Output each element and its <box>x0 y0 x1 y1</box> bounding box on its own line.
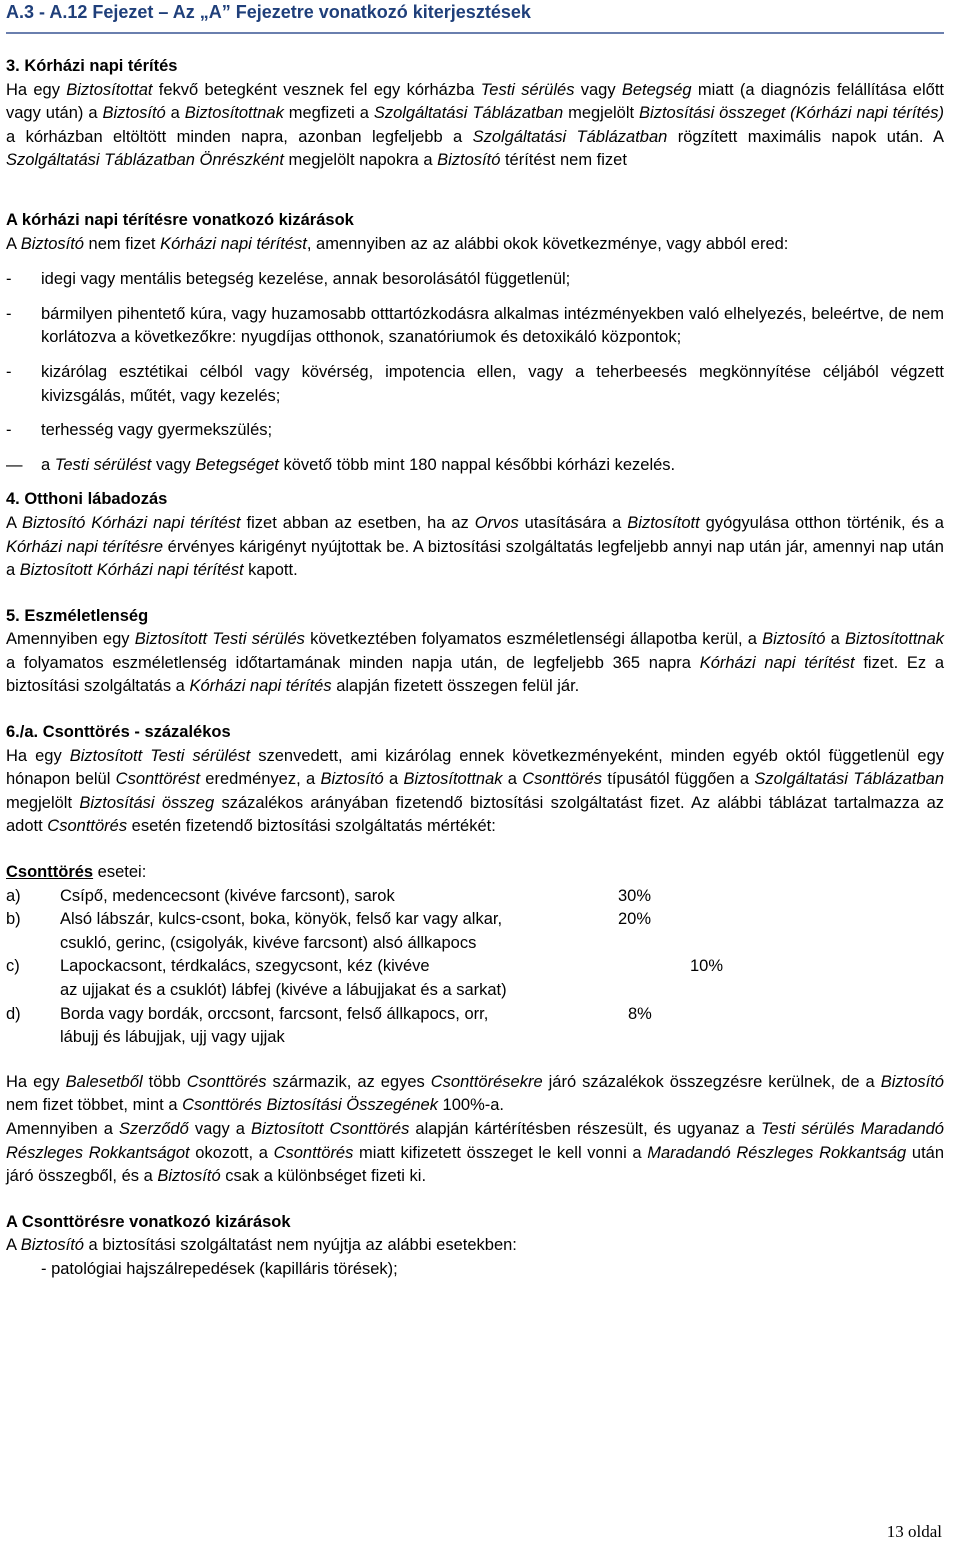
section-6a-title: 6./a. Csonttörés - százalékos <box>6 723 231 742</box>
exclusion-item <box>6 361 944 408</box>
defined-term: Balesetből <box>65 1072 143 1091</box>
fracture-case-row <box>6 1003 944 1050</box>
exclusions-title: A kórházi napi térítésre vonatkozó kizárások <box>6 210 354 229</box>
section-6a-paragraph <box>6 745 944 839</box>
defined-term: Testi sérülést <box>54 455 152 474</box>
defined-term: Biztosító <box>20 1236 84 1255</box>
text-run: terhesség vagy gyermekszülés; <box>41 421 273 440</box>
defined-term: Biztosított Testi sérülés <box>134 630 305 649</box>
case-description: Csípő, medencecsont (kivéve farcsont), sarok <box>60 886 395 905</box>
page-number: 13 oldal <box>886 1522 942 1541</box>
case-description-cont: lábujj és lábujjak, ujj vagy ujjak <box>60 1028 285 1047</box>
text-run: érvényes kárigényt nyújtottak be. A biztosítási szolgáltatás legfeljebb annyi nap után jár, amennyi nap után a <box>6 537 944 580</box>
text-run: eredményez, a <box>200 770 321 789</box>
case-letter: b) <box>6 910 21 929</box>
text-run: miatt (a diagnózis felállítása előtt vagy után) a <box>6 80 944 123</box>
page-header: A.3 - A.12 Fejezet – Az „A” Fejezetre vonatkozó kiterjesztések <box>6 0 944 34</box>
text-run: Ha egy <box>6 746 70 765</box>
fracture-exclusion-item: - patológiai hajszálrepedések (kapilláris törések); <box>41 1259 398 1278</box>
case-description: Lapockacsont, térdkalács, szegycsont, kéz (kivéve <box>60 957 430 976</box>
defined-term: Biztosított Csonttörés <box>251 1119 410 1138</box>
fracture-cases-label: esetei: <box>93 863 147 882</box>
dash-marker: - <box>6 421 12 440</box>
text-run: rögzített maximális napok után. A <box>667 127 944 146</box>
case-percentage: 20% <box>618 910 652 929</box>
text-run: több <box>142 1072 187 1091</box>
text-run: után járó összegből, és a <box>6 1143 945 1186</box>
text-run: nem fizet többet, mint a <box>6 1096 183 1115</box>
exclusion-item <box>6 268 944 292</box>
defined-term: Szolgáltatási Táblázatban Önrészként <box>6 151 284 170</box>
exclusion-text <box>41 456 675 474</box>
text-run: következtében folyamatos eszméletlenségi állapotba kerül, a <box>304 630 763 649</box>
text-run: a <box>502 770 523 789</box>
text-run: megjelölt <box>563 104 640 123</box>
defined-term: Kórházi napi térítésre <box>6 537 164 556</box>
defined-term: Biztosító <box>437 151 501 170</box>
exclusion-text <box>41 421 272 439</box>
defined-term: Biztosítottnak <box>844 630 945 649</box>
fracture-cases-table <box>6 885 944 1050</box>
fracture-exclusions-title: A Csonttörésre vonatkozó kizárások <box>6 1212 291 1231</box>
text-run: a biztosítási szolgáltatást nem nyújtja az alábbi esetekben: <box>83 1236 517 1255</box>
text-run: vagy a <box>188 1119 252 1138</box>
case-percentage: 8% <box>628 1004 652 1023</box>
fracture-case-row <box>6 955 944 1002</box>
text-run: fizet abban az esetben, ha az <box>240 513 475 532</box>
text-run: járó százalékok összegzésre kerülnek, de a <box>542 1072 881 1091</box>
defined-term: Csonttörés <box>522 770 603 789</box>
defined-term: Szolgáltatási Táblázatban <box>472 127 668 146</box>
defined-term: Orvos <box>474 513 519 532</box>
text-run: fekvő betegként vesznek fel egy kórházba <box>152 80 481 99</box>
defined-term: Kórházi napi térítés <box>189 677 332 696</box>
text-run: a folyamatos eszméletlenség időtartamának minden napja után, de legfeljebb 365 napra <box>6 653 700 672</box>
section-3-paragraph <box>6 79 944 173</box>
text-run: A <box>6 513 23 532</box>
text-run: típusától függően a <box>602 770 755 789</box>
text-run: alapján fizetett összegen felül jár. <box>331 677 580 696</box>
exclusions-list <box>6 268 944 477</box>
text-run: Ha egy <box>6 1072 66 1091</box>
defined-term: Csonttörésekre <box>430 1072 543 1091</box>
defined-term: Biztosító <box>880 1072 944 1091</box>
defined-term: Biztosító <box>320 770 384 789</box>
fracture-case-row <box>6 908 944 955</box>
case-letter: d) <box>6 1004 21 1023</box>
text-run: bármilyen pihentető kúra, vagy huzamosabb otttartózkodásra alkalmas intézményekben való elhelyezés, beleértve, de nem korlátozva a következőkre: nyugdíjas otthonok, szanatóriumok és detoxikáló központok; <box>41 304 944 347</box>
defined-term: Biztosító <box>20 234 84 253</box>
text-run: nem fizet <box>83 234 161 253</box>
text-run: megjelölt napokra a <box>283 151 438 170</box>
dash-marker: - <box>6 304 12 323</box>
defined-term: Biztosított Testi sérülést <box>69 746 251 765</box>
fracture-exclusions-intro <box>6 1234 944 1258</box>
defined-term: Biztosítási összeget (Kórházi napi térítés) <box>639 104 944 123</box>
fracture-cases-heading <box>6 861 944 885</box>
text-run: Ha egy <box>6 80 67 99</box>
exclusion-text <box>41 363 944 405</box>
case-percentage: 10% <box>690 957 724 976</box>
defined-term: Biztosítottnak <box>403 770 503 789</box>
defined-term: Testi sérülés <box>480 80 575 99</box>
exclusion-item <box>6 419 944 443</box>
text-run: térítést nem fizet <box>500 151 627 170</box>
text-run: Amennyiben egy <box>6 630 135 649</box>
text-run: követő több mint 180 nappal későbbi kórházi kezelés. <box>278 455 676 474</box>
text-run: esetén fizetendő biztosítási szolgáltatás mértékét: <box>127 817 496 836</box>
defined-term: Biztosított <box>627 513 700 532</box>
text-run: a <box>165 104 185 123</box>
defined-term: Biztosítási összeg <box>79 793 215 812</box>
text-run: megfizeti a <box>283 104 374 123</box>
defined-term: Szolgáltatási Táblázatban <box>373 104 564 123</box>
defined-term: Csonttörés <box>47 817 128 836</box>
text-run: , amennyiben az az alábbi okok következménye, vagy abból ered: <box>306 234 789 253</box>
text-run: idegi vagy mentális betegség kezelése, annak besorolásától függetlenül; <box>41 270 571 289</box>
defined-term: Biztosító Kórházi napi térítést <box>22 513 241 532</box>
exclusions-intro <box>6 233 944 257</box>
text-run: a <box>825 630 845 649</box>
text-run: kizárólag esztétikai célból vagy kövérség, impotencia ellen, vagy a teherbeesés megkönnyítése céljából végzett kivizsgálás, műtét, vagy kezelés; <box>41 362 944 405</box>
section-4-title: 4. Otthoni lábadozás <box>6 490 168 509</box>
defined-term: Biztosító <box>762 630 826 649</box>
text-run: Amennyiben a <box>6 1119 120 1138</box>
page <box>6 0 944 1282</box>
text-run: a kórházban eltöltött minden napra, azonban legfeljebb a <box>6 127 473 146</box>
text-run: okozott, a <box>189 1143 274 1162</box>
case-letter: a) <box>6 886 21 905</box>
document-body <box>6 55 944 1282</box>
dash-marker: - <box>6 362 12 381</box>
text-run: a <box>41 455 55 474</box>
multiple-fractures-paragraph <box>6 1071 944 1118</box>
defined-term: Biztosított Kórházi napi térítést <box>19 561 244 580</box>
text-run: a <box>383 770 404 789</box>
defined-term: Betegség <box>621 80 692 99</box>
case-description-cont: csukló, gerinc, (csigolyák, kivéve farcsont) alsó állkapocs <box>60 933 477 952</box>
section-5-title: 5. Eszméletlenség <box>6 606 149 625</box>
defined-term: Biztosítottat <box>66 80 153 99</box>
dash-marker: — <box>6 455 23 474</box>
defined-term: Testi sérülés Maradandó Részleges Rokkantságot <box>6 1119 944 1162</box>
text-run: szenvedett, ami kizárólag ennek következményeként, minden egyéb októl függetlenül egy hónapon belül <box>6 746 944 789</box>
text-run: A <box>6 234 21 253</box>
text-run: csak a különbséget fizeti ki. <box>220 1167 427 1186</box>
section-3-title: 3. Kórházi napi térítés <box>6 57 178 75</box>
case-description-cont: az ujjakat és a csuklót) lábfej (kivéve a lábujjakat és a sarkat) <box>60 981 507 999</box>
defined-term: Kórházi napi térítést <box>699 653 855 672</box>
dash-marker: - <box>6 270 12 289</box>
defined-term: Betegséget <box>195 455 279 474</box>
exclusion-item <box>6 454 944 478</box>
defined-term: Maradandó Részleges Rokkantság <box>647 1143 907 1162</box>
defined-term: Csonttörés Biztosítási Összegének <box>182 1096 438 1115</box>
exclusion-item <box>6 303 944 350</box>
case-letter: c) <box>6 957 20 976</box>
defined-term: Biztosító <box>157 1167 221 1186</box>
text-run: fizet. Ez a biztosítási szolgáltatás a <box>6 653 945 696</box>
case-percentage: 30% <box>618 886 652 905</box>
text-run: gyógyulása otthon történik, és a <box>699 513 944 532</box>
defined-term: Csonttörést <box>115 770 201 789</box>
defined-term: Szolgáltatási Táblázatban <box>754 770 945 789</box>
defined-term: Csonttörés <box>273 1143 354 1162</box>
defined-term: Biztosítottnak <box>184 104 284 123</box>
defined-term: Biztosító <box>102 104 166 123</box>
fracture-case-row <box>6 885 944 909</box>
text-run: alapján kártérítésben részesült, és ugyanaz a <box>409 1119 761 1138</box>
defined-term: Csonttörés <box>186 1072 267 1091</box>
exclusion-text <box>41 270 570 288</box>
text-run: származik, az egyes <box>266 1072 431 1091</box>
text-run: százalékos arányában fizetendő biztosítási szolgáltatást fizet. Az alábbi táblázat tartalmazza az adott <box>6 793 944 836</box>
case-description: Borda vagy bordák, orccsont, farcsont, felső állkapocs, orr, <box>60 1004 489 1023</box>
text-run: megjelölt <box>6 793 80 812</box>
defined-term: Szerződő <box>119 1119 189 1138</box>
exclusion-text <box>41 305 944 347</box>
text-run: vagy <box>151 455 196 474</box>
section-4-paragraph <box>6 512 944 583</box>
fracture-label: Csonttörés <box>6 863 94 882</box>
text-run: 100%-a. <box>437 1096 505 1115</box>
deduction-paragraph <box>6 1118 944 1189</box>
text-run: vagy <box>574 80 622 99</box>
text-run: A <box>6 1236 21 1255</box>
text-run: kapott. <box>243 561 298 580</box>
case-description: Alsó lábszár, kulcs-csont, boka, könyök, felső kar vagy alkar, <box>60 910 503 929</box>
text-run: utasítására a <box>518 513 628 532</box>
text-run: miatt kifizetett összeget le kell vonni a <box>353 1143 648 1162</box>
defined-term: Kórházi napi térítést <box>160 234 307 253</box>
section-5-paragraph <box>6 628 944 699</box>
